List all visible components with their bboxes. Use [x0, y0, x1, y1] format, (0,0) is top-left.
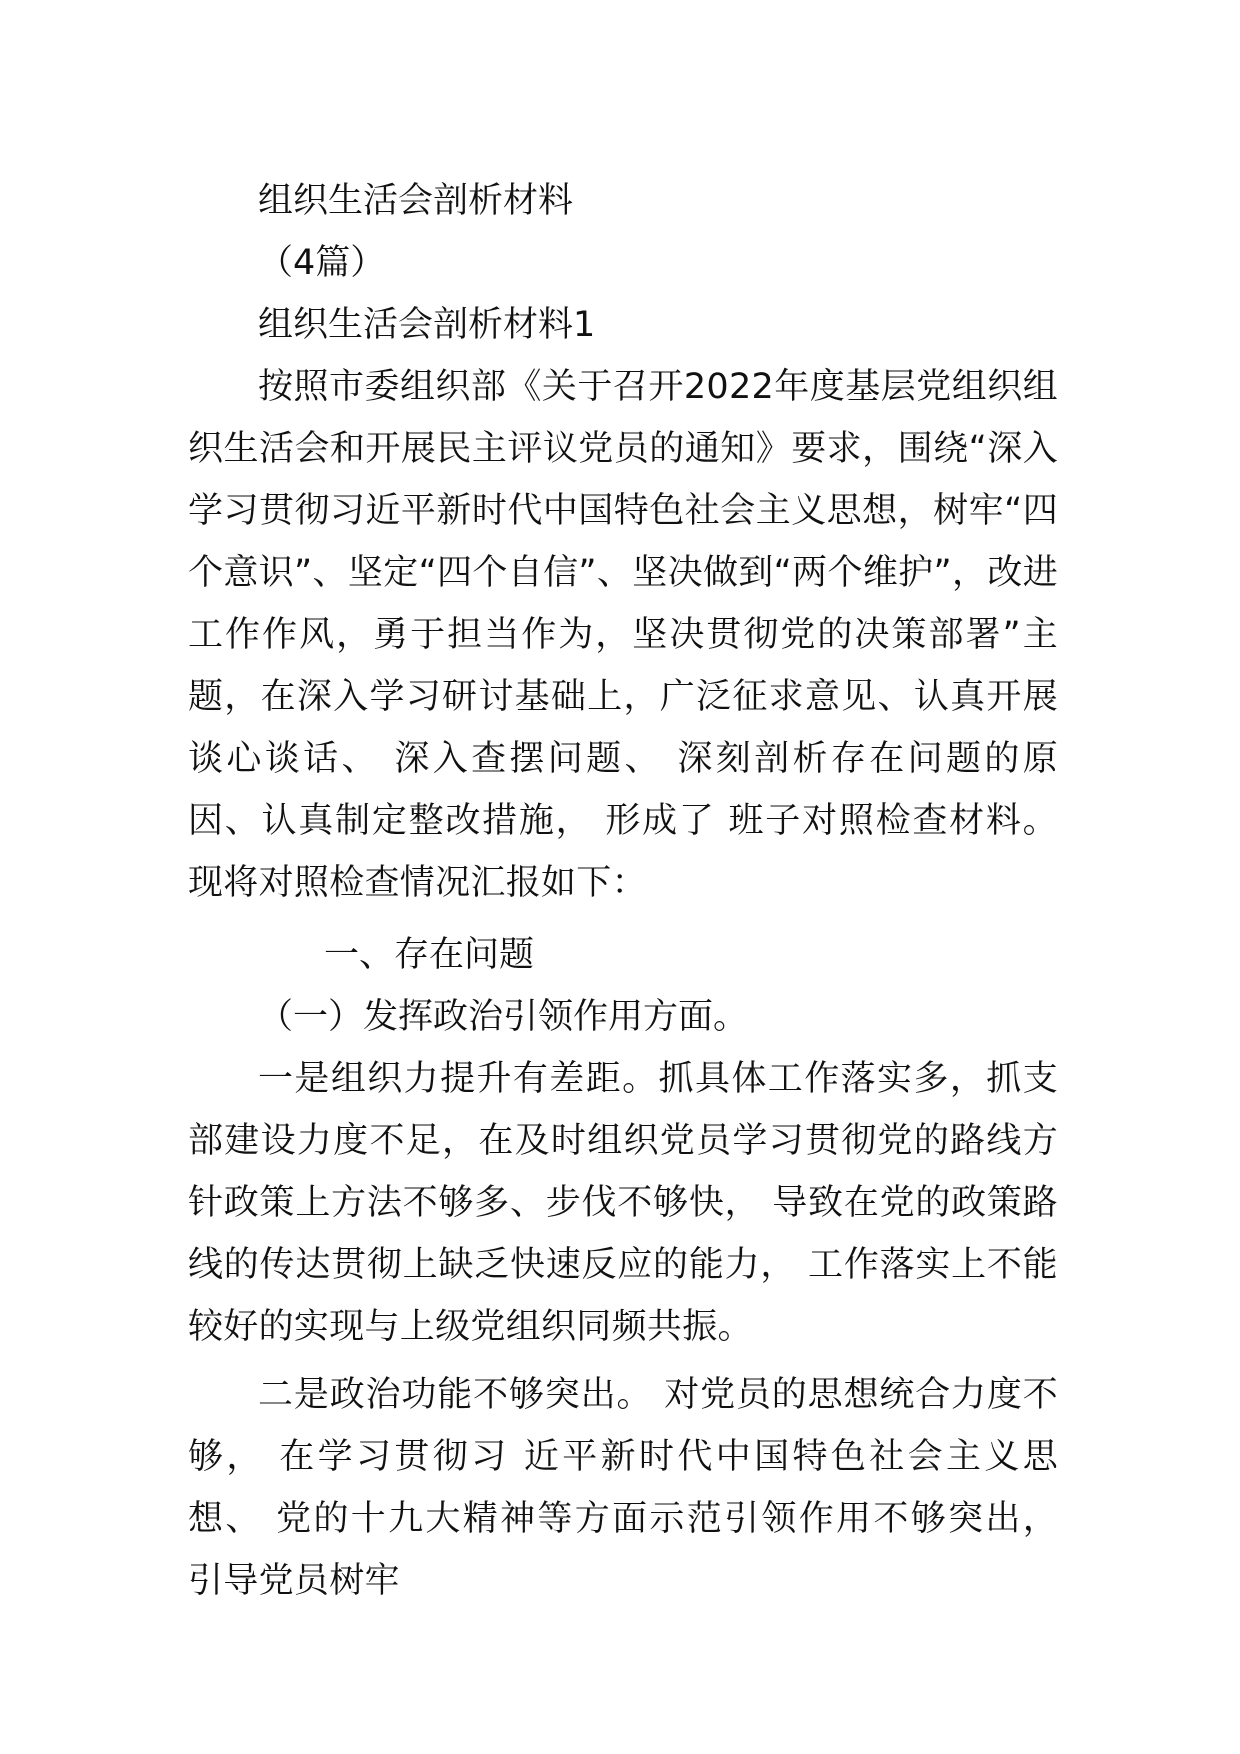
- intro-paragraph: 按照市委组织部《关于召开2022年度基层党组织组织生活会和开展民主评议党员的通知》要求，围绕“深入学习贯彻习近平新时代中国特色社会主义思想，树牢“四个意识”、坚定“四个自信”、坚决做到“两个维护”，改进工作作风，勇于担当作为，坚决贯彻党的决策部署”主题，在深入学习研讨基础上，广泛征求意见、认真开展谈心谈话、 深入查摆问题、 深刻剖析存在问题的原因、认真制定整改措施， 形成了 班子对照检查材料。现将对照检查情况汇报如下：: [188, 367, 1058, 903]
- document-title: 组织生活会剖析材料: [258, 181, 574, 221]
- document-subtitle: （4篇）: [258, 243, 386, 283]
- section-title: 组织生活会剖析材料1: [258, 305, 596, 345]
- spacer: [188, 914, 1058, 924]
- heading-problems: 一、存在问题: [324, 935, 535, 975]
- paragraph-political-function: 二是政治功能不够突出。 对党员的思想统合力度不够， 在学习贯彻习 近平新时代中国特色社会主义思想、 党的十九大精神等方面示范引领作用不够突出， 引导党员树牢: [188, 1375, 1058, 1601]
- document-body: [188, 170, 1058, 1612]
- paragraph-organization-capacity: 一是组织力提升有差距。抓具体工作落实多，抓支部建设力度不足，在及时组织党员学习贯彻党的路线方针政策上方法不够多、步伐不够快， 导致在党的政策路线的传达贯彻上缺乏快速反应的能力， 工作落实上不能较好的实现与上级党组织同频共振。: [188, 1059, 1058, 1347]
- subheading-political-leadership: （一）发挥政治引领作用方面。: [258, 997, 749, 1037]
